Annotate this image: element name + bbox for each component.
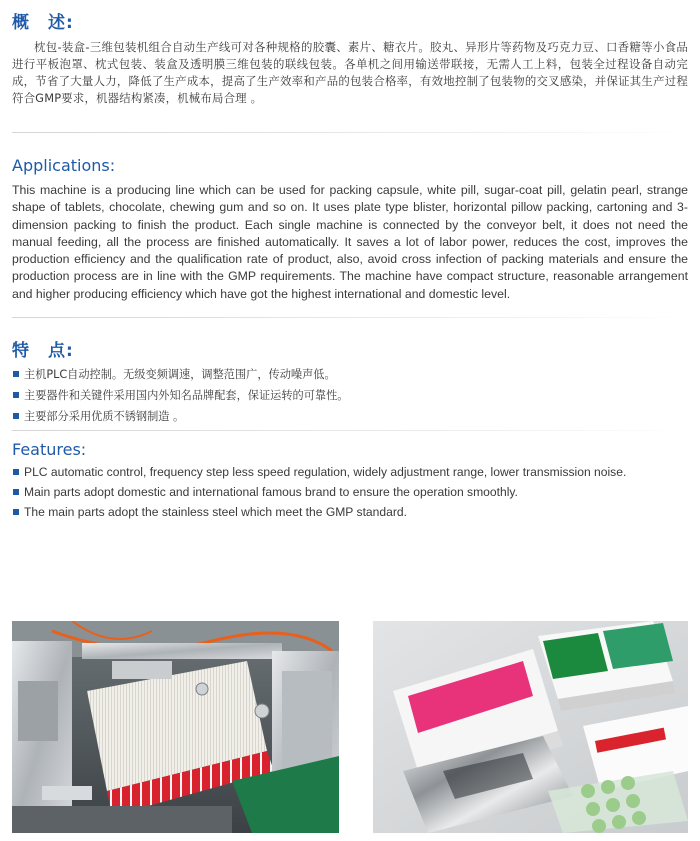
divider: [12, 317, 690, 318]
features-en-heading: Features:: [12, 440, 87, 459]
bullet-square-icon: [13, 392, 19, 398]
list-item: Main parts adopt domestic and international famous brand to ensure the operation smoothly.: [12, 482, 688, 502]
packaged-products-photo: [373, 621, 688, 833]
list-item: 主机PLC自动控制。无级变频调速，调整范围广，传动噪声低。: [12, 364, 688, 385]
bullet-square-icon: [13, 413, 19, 419]
features-cn-list: [12, 364, 688, 427]
bullet-square-icon: [13, 489, 19, 495]
list-item: PLC automatic control, frequency step less speed regulation, widely adjustment range, lower transmission noise.: [12, 462, 688, 482]
applications-text: This machine is a producing line which can be used for packing capsule, white pill, sugar-coat pill, gelatin pearl, strange shape of tablets, chocolate, chewing gum and so on. It uses plate type blister, horizontal pillow packing, cartoning and 3-dimension packing to finish the product. Each single machine is connected by the conveyor belt, it does not need the manual feeding, all the process are finished automatically. It saves a lot of labor power, reduces the cost, improves the production efficiency and the qualification rate of product, also, avoid cross infection of packing materials and ensure the production process are in line with the GMP requirements. The machine have compact structure, reasonable arrangement and higher producing efficiency which have got the highest international and domestic level.: [12, 183, 688, 301]
overview-heading: 概 述:: [12, 13, 74, 33]
bullet-square-icon: [13, 509, 19, 515]
features-cn-heading: 特 点:: [12, 341, 74, 361]
list-item: 主要部分采用优质不锈钢制造 。: [12, 406, 688, 427]
packaging-machine-photo: [12, 621, 339, 833]
list-item: 主要器件和关键件采用国内外知名品牌配套，保证运转的可靠性。: [12, 385, 688, 406]
overview-text: 枕包-装盒-三维包装机组合自动生产线可对各种规格的胶囊、素片、糖衣片。胶丸、异形片等药物及巧克力豆、口香糖等小食品进行平板泡罩、枕式包装、装盒及透明膜三维包装的联线包装。各单机之间用输送带联接，无需人工上料，包装全过程设备自动完成，节省了大量人力，降低了生产成本，提高了生产效率和产品的包装合格率，有效地控制了包装物的交叉感染，并保证其生产过程符合GMP要求，机器结构紧凑，机械布局合理 。: [12, 40, 688, 105]
list-item: The main parts adopt the stainless steel which meet the GMP standard.: [12, 502, 688, 522]
applications-heading: Applications:: [12, 156, 116, 175]
bullet-square-icon: [13, 371, 19, 377]
features-en-list: [12, 462, 688, 522]
divider: [12, 132, 690, 133]
divider: [12, 430, 690, 431]
bullet-square-icon: [13, 469, 19, 475]
